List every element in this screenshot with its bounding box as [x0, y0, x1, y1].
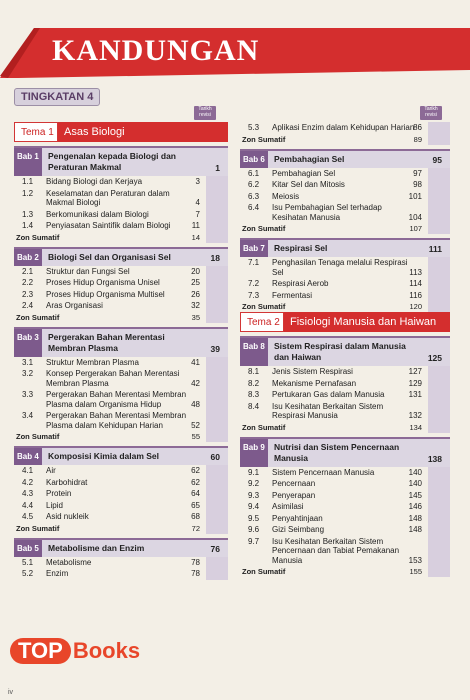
chapter-page: 111 — [428, 244, 442, 254]
chapter-header — [240, 336, 450, 366]
section-number: 8.4 — [248, 401, 260, 411]
theme-number: Tema 2 — [240, 312, 284, 332]
zon-sumatif-row — [14, 523, 228, 534]
toc-row — [240, 524, 450, 536]
section-page: 64 — [191, 489, 200, 498]
toc-row — [14, 368, 228, 389]
section-number: 2.4 — [22, 301, 34, 310]
chapter-number: Bab 9 — [240, 439, 268, 467]
chapter-title: Metabolisme dan Enzim — [48, 542, 145, 553]
toc-row — [14, 188, 228, 209]
toc-row — [14, 266, 228, 278]
section-title: Penghasilan Tenaga melalui Respirasi Sel — [272, 258, 408, 277]
section-number: 3.2 — [22, 369, 34, 378]
revision-date-label: Tarikh revisi — [194, 106, 216, 120]
section-number: 5.3 — [248, 123, 260, 132]
section-title: Sistem Pencernaan Manusia — [272, 467, 375, 477]
section-number: 7.2 — [248, 279, 260, 288]
section-page: 68 — [191, 512, 200, 521]
section-number: 9.5 — [248, 513, 260, 523]
section-number: 6.1 — [248, 168, 260, 178]
section-title: Gizi Seimbang — [272, 525, 325, 534]
section-title: Pertukaran Gas dalam Manusia — [272, 390, 385, 399]
section-title: Keselamatan dan Peraturan dalam Makmal Biologi — [46, 188, 170, 207]
chapter-entries — [240, 122, 450, 145]
section-title: Air — [46, 466, 56, 475]
section-number: 8.1 — [248, 367, 260, 376]
section-number: 5.2 — [22, 569, 34, 578]
section-title: Pergerakan Bahan Merentasi Membran Plasma dalam Organisma Hidup — [46, 390, 187, 409]
section-title: Proses Hidup Organisma Unisel — [46, 278, 160, 287]
toc-row — [240, 401, 450, 422]
theme-header — [14, 122, 228, 142]
chapter-header — [14, 538, 228, 557]
section-title: Metabolisme — [46, 557, 92, 567]
toc-row — [14, 209, 228, 221]
section-number: 2.3 — [22, 289, 34, 299]
chapter-entries — [14, 465, 228, 534]
toc-row — [14, 488, 228, 500]
section-title: Penyerapan — [272, 490, 316, 500]
chapter-entries — [240, 366, 450, 433]
section-page: 132 — [408, 411, 422, 420]
toc-right-column — [240, 122, 450, 577]
section-title: Konsep Pergerakan Bahan Merentasi Membran Plasma — [46, 369, 180, 388]
toc-row — [14, 465, 228, 477]
toc-row — [240, 278, 450, 290]
chapter-entries — [14, 266, 228, 323]
toc-row — [14, 500, 228, 512]
chapter-number: Bab 3 — [14, 329, 42, 357]
section-page: 4 — [195, 198, 200, 207]
toc-row — [14, 511, 228, 523]
toc-row — [240, 290, 450, 302]
chapter-page: 95 — [432, 154, 442, 165]
section-number: 1.3 — [22, 209, 34, 219]
chapter-section — [14, 446, 228, 534]
zon-sumatif-label: Zon Sumatif — [16, 523, 60, 533]
section-number: 8.3 — [248, 390, 260, 399]
zon-sumatif-row — [14, 312, 228, 323]
toc-row — [240, 389, 450, 401]
section-title: Respirasi Aerob — [272, 279, 329, 288]
toc-row — [240, 478, 450, 490]
level-label: TINGKATAN 4 — [14, 88, 100, 106]
chapter-header — [14, 146, 228, 176]
logo-part-books: Books — [72, 638, 141, 663]
section-number: 9.2 — [248, 479, 260, 488]
toc-row — [14, 300, 228, 312]
chapter-entries — [240, 168, 450, 235]
section-title: Mekanisme Pernafasan — [272, 378, 357, 388]
chapter-title: Pengenalan kepada Biologi dan Peraturan Makmal — [48, 151, 176, 172]
zon-sumatif-label: Zon Sumatif — [242, 567, 286, 576]
chapter-section — [240, 149, 450, 235]
chapter-page: 125 — [427, 353, 442, 363]
section-page: 3 — [195, 177, 200, 186]
section-number: 6.4 — [248, 203, 260, 212]
chapter-section — [14, 146, 228, 243]
section-number: 3.4 — [22, 411, 34, 420]
section-page: 148 — [408, 513, 422, 523]
page-number: iv — [8, 689, 14, 696]
section-title: Penyiasatan Saintifik dalam Biologi — [46, 221, 171, 230]
section-page: 145 — [408, 490, 422, 500]
section-page: 11 — [191, 221, 200, 230]
chapter-section — [14, 327, 228, 443]
toc-row — [240, 513, 450, 525]
chapter-title: Komposisi Kimia dalam Sel — [48, 451, 160, 461]
section-number: 6.2 — [248, 180, 260, 189]
toc-row — [14, 176, 228, 188]
section-number: 9.4 — [248, 502, 260, 511]
section-number: 8.2 — [248, 378, 260, 388]
chapter-entries — [14, 557, 228, 580]
toc-row — [240, 122, 450, 134]
section-number: 2.2 — [22, 278, 34, 287]
zon-sumatif-label: Zon Sumatif — [16, 232, 60, 242]
zon-sumatif-label: Zon Sumatif — [16, 432, 60, 441]
page-title: KANDUNGAN — [52, 34, 260, 67]
toc-row — [240, 366, 450, 378]
chapter-section — [240, 437, 450, 578]
chapter-section — [14, 538, 228, 580]
zon-sumatif-row — [14, 232, 228, 243]
section-page: 153 — [408, 555, 422, 565]
section-title: Aplikasi Enzim dalam Kehidupan Harian — [272, 123, 415, 132]
section-number: 4.5 — [22, 512, 34, 521]
section-page: 127 — [408, 367, 422, 376]
chapter-number: Bab 1 — [14, 148, 42, 176]
section-number: 9.7 — [248, 536, 260, 546]
zon-sumatif-label: Zon Sumatif — [242, 224, 286, 233]
zon-sumatif-page: 35 — [191, 312, 200, 322]
chapter-entries — [240, 467, 450, 578]
chapter-number: Bab 7 — [240, 240, 268, 257]
section-page: 7 — [195, 209, 200, 219]
toc-row — [240, 191, 450, 203]
zon-sumatif-page: 55 — [191, 432, 200, 441]
section-title: Proses Hidup Organisma Multisel — [46, 289, 165, 299]
chapter-page: 18 — [210, 252, 220, 263]
chapter-header — [240, 437, 450, 467]
section-title: Jenis Sistem Respirasi — [272, 367, 353, 376]
chapter-number: Bab 4 — [14, 448, 42, 465]
section-title: Lipid — [46, 500, 63, 510]
section-title: Asimilasi — [272, 502, 304, 511]
chapter-header — [14, 446, 228, 465]
chapter-section — [14, 247, 228, 323]
zon-sumatif-label: Zon Sumatif — [16, 312, 60, 322]
chapter-number: Bab 8 — [240, 338, 268, 366]
section-number: 4.1 — [22, 466, 34, 475]
toc-row — [240, 501, 450, 513]
section-number: 7.3 — [248, 290, 260, 300]
section-title: Meiosis — [272, 191, 300, 201]
section-page: 25 — [191, 278, 200, 287]
zon-sumatif-page: 14 — [191, 232, 200, 242]
chapter-page: 1 — [215, 163, 220, 173]
toc-row — [240, 179, 450, 191]
section-number: 3.3 — [22, 390, 34, 399]
chapter-entries — [14, 176, 228, 243]
section-title: Berkomunikasi dalam Biologi — [46, 209, 149, 219]
section-number: 1.2 — [22, 188, 34, 198]
section-number: 5.1 — [22, 557, 34, 567]
chapter-page: 76 — [210, 543, 220, 554]
chapter-title: Pembahagian Sel — [274, 153, 345, 164]
toc-row — [14, 389, 228, 410]
section-title: Fermentasi — [272, 290, 313, 300]
toc-row — [240, 378, 450, 390]
section-title: Bidang Biologi dan Kerjaya — [46, 177, 143, 186]
section-number: 9.3 — [248, 490, 260, 500]
section-page: 52 — [191, 420, 200, 430]
zon-sumatif-page: 89 — [413, 134, 422, 144]
section-number: 4.2 — [22, 477, 34, 487]
chapter-header — [240, 149, 450, 168]
section-page: 78 — [191, 569, 200, 578]
toc-row — [240, 536, 450, 567]
section-title: Isu Kesihatan Berkaitan Sistem Respirasi Manusia — [272, 401, 384, 420]
section-page: 42 — [191, 378, 200, 388]
section-title: Isu Kesihatan Berkaitan Sistem Pencernaan dan Tabiat Pemakanan Manusia — [272, 536, 400, 565]
chapter-title: Sistem Respirasi dalam Manusia dan Haiwan — [274, 341, 406, 362]
toc-row — [240, 168, 450, 180]
section-page: 104 — [408, 212, 422, 222]
chapter-entries — [14, 357, 228, 443]
toc-row — [14, 557, 228, 569]
section-title: Penyahtinjaan — [272, 513, 323, 523]
toc-row — [14, 357, 228, 369]
chapter-title: Respirasi Sel — [274, 243, 328, 253]
toc-row — [14, 277, 228, 289]
section-title: Pencernaan — [272, 479, 316, 488]
chapter-section — [240, 238, 450, 312]
section-page: 116 — [409, 290, 422, 300]
section-page: 101 — [408, 191, 422, 201]
section-page: 86 — [413, 123, 422, 132]
section-page: 62 — [191, 477, 200, 487]
section-title: Asid nukleik — [46, 512, 89, 521]
zon-sumatif-page: 134 — [409, 422, 422, 432]
zon-sumatif-row — [14, 431, 228, 442]
section-page: 114 — [409, 279, 422, 288]
section-number: 9.1 — [248, 467, 260, 477]
section-number: 3.1 — [22, 357, 34, 367]
chapter-page: 138 — [427, 453, 442, 464]
zon-sumatif-label: Zon Sumatif — [242, 134, 286, 144]
toc-row — [240, 257, 450, 278]
section-number: 7.1 — [248, 258, 260, 267]
zon-sumatif-page: 120 — [409, 302, 422, 311]
toc-row — [240, 490, 450, 502]
section-page: 148 — [408, 525, 422, 534]
revision-date-label-right: Tarikh revisi — [420, 106, 442, 120]
section-page: 26 — [191, 289, 200, 299]
section-page: 129 — [408, 378, 422, 388]
zon-sumatif-row — [240, 223, 450, 234]
toc-row — [14, 410, 228, 431]
section-title: Isu Pembahagian Sel terhadap Kesihatan Manusia — [272, 203, 382, 222]
section-page: 20 — [191, 266, 200, 276]
toc-row — [14, 220, 228, 232]
zon-sumatif-page: 72 — [191, 523, 200, 533]
zon-sumatif-row — [240, 301, 450, 312]
zon-sumatif-row — [240, 134, 450, 145]
toc-row — [240, 467, 450, 479]
section-page: 48 — [191, 399, 200, 409]
chapter-number: Bab 6 — [240, 151, 268, 168]
section-number: 1.1 — [22, 177, 34, 186]
toc-row — [14, 477, 228, 489]
toc-left-column — [14, 122, 228, 580]
topbooks-logo — [10, 638, 140, 664]
chapter-number: Bab 5 — [14, 540, 42, 557]
toc-row — [14, 289, 228, 301]
chapter-title: Nutrisi dan Sistem Pencernaan Manusia — [274, 441, 400, 463]
chapter-page: 39 — [210, 343, 220, 354]
section-title: Karbohidrat — [46, 477, 88, 487]
section-title: Pergerakan Bahan Merentasi Membran Plasma dalam Kehidupan Harian — [46, 411, 187, 430]
theme-name: Fisiologi Manusia dan Haiwan — [284, 312, 450, 332]
section-title: Struktur Membran Plasma — [46, 357, 139, 367]
section-page: 113 — [409, 267, 422, 277]
section-number: 1.4 — [22, 221, 34, 230]
zon-sumatif-row — [240, 422, 450, 433]
chapter-page: 60 — [210, 452, 220, 462]
logo-part-top: TOP — [10, 638, 71, 664]
chapter-header — [14, 327, 228, 357]
section-title: Aras Organisasi — [46, 301, 103, 310]
chapter-number: Bab 2 — [14, 249, 42, 266]
zon-sumatif-label: Zon Sumatif — [242, 302, 286, 311]
section-page: 62 — [191, 466, 200, 475]
zon-sumatif-row — [240, 566, 450, 577]
theme-number: Tema 1 — [14, 122, 58, 142]
section-page: 65 — [191, 500, 200, 510]
section-page: 32 — [191, 301, 200, 310]
section-page: 97 — [413, 168, 422, 178]
section-page: 140 — [408, 479, 422, 488]
section-number: 2.1 — [22, 266, 34, 276]
zon-sumatif-page: 155 — [409, 567, 422, 576]
section-title: Enzim — [46, 569, 69, 578]
section-number: 4.4 — [22, 500, 34, 510]
section-number: 9.6 — [248, 525, 260, 534]
section-page: 131 — [408, 390, 422, 399]
section-page: 140 — [408, 467, 422, 477]
section-page: 78 — [191, 557, 200, 567]
section-number: 4.3 — [22, 489, 34, 498]
chapter-section — [240, 122, 450, 145]
chapter-header — [14, 247, 228, 266]
toc-row — [14, 568, 228, 580]
section-title: Pembahagian Sel — [272, 168, 336, 178]
section-page: 41 — [191, 357, 200, 367]
chapter-title: Pergerakan Bahan Merentasi Membran Plasma — [48, 331, 165, 353]
section-number: 6.3 — [248, 191, 260, 201]
section-page: 98 — [413, 180, 422, 189]
section-title: Protein — [46, 489, 72, 498]
section-page: 146 — [408, 502, 422, 511]
zon-sumatif-label: Zon Sumatif — [242, 422, 286, 432]
chapter-entries — [240, 257, 450, 312]
chapter-title: Biologi Sel dan Organisasi Sel — [48, 251, 171, 262]
theme-header — [240, 312, 450, 332]
chapter-section — [240, 336, 450, 433]
section-title: Kitar Sel dan Mitosis — [272, 180, 345, 189]
section-title: Struktur dan Fungsi Sel — [46, 266, 130, 276]
theme-name: Asas Biologi — [58, 122, 228, 142]
zon-sumatif-page: 107 — [409, 224, 422, 233]
chapter-header — [240, 238, 450, 257]
toc-row — [240, 202, 450, 223]
